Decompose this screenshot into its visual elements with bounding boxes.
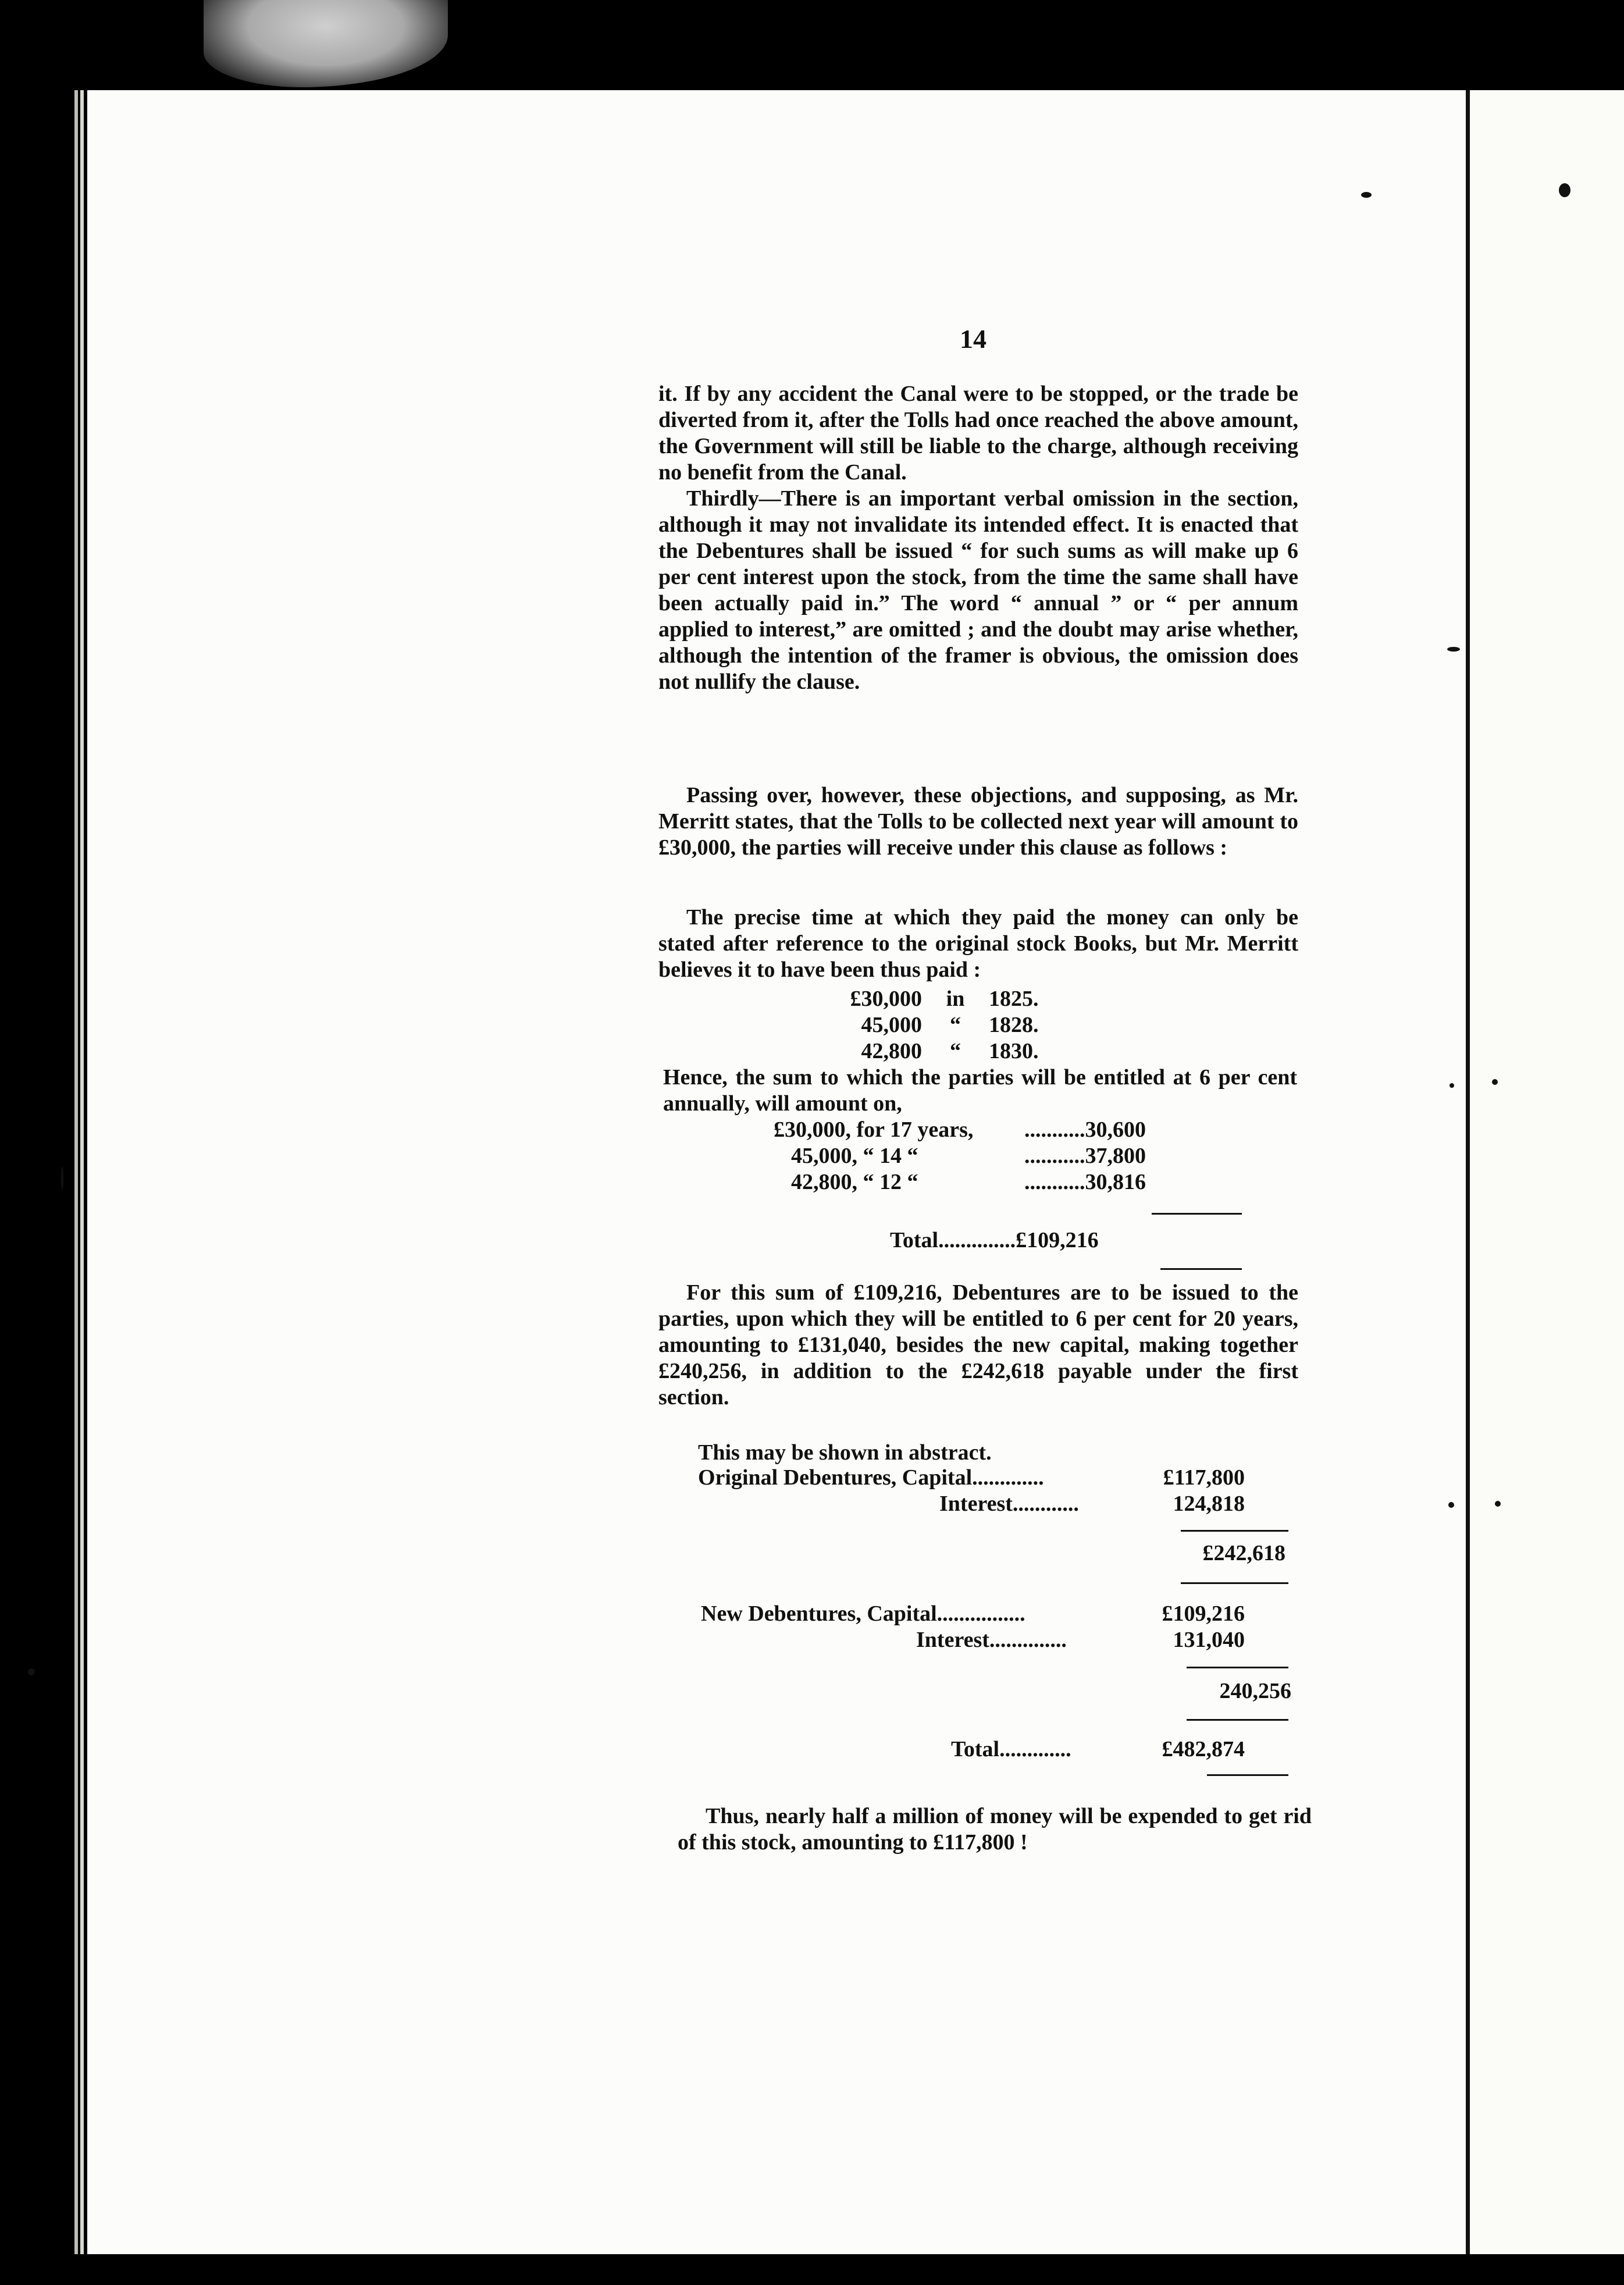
- sum-rule: [1207, 1774, 1288, 1776]
- ink-speck: [1495, 1501, 1501, 1507]
- payment-sep: in: [946, 987, 965, 1011]
- paragraph-text: For this sum of £109,216, Debentures are to be issued to the parties, upon which they will be entitled to 6 per cent for 20 years, amounting to £131,040, besides the new capital, making together £240,256, in addition to the £242,618 payable under the first section.: [658, 1280, 1298, 1410]
- paragraph-text: Thus, nearly half a million of money will be expended to get rid of this stock, amounting to £117,800 !: [678, 1804, 1312, 1855]
- sum-rule: [1187, 1719, 1288, 1721]
- original-capital-value: £117,800: [1163, 1465, 1245, 1490]
- original-capital-label: Original Debentures, Capital.............: [698, 1465, 1044, 1490]
- sum-rule: [1152, 1213, 1242, 1215]
- calc-value: ...........30,816: [1024, 1170, 1146, 1194]
- new-capital-value: £109,216: [1162, 1601, 1245, 1626]
- sum-rule: [1187, 1667, 1288, 1668]
- calc-row: [774, 1169, 1146, 1195]
- new-sum-value: 240,256: [1219, 1679, 1291, 1703]
- interest-total: [890, 1227, 1099, 1254]
- calc-label: £30,000, for 17 years,: [774, 1117, 974, 1142]
- ink-speck: [61, 1166, 63, 1190]
- page-edge: [80, 90, 84, 2254]
- paragraph-text: The precise time at which they paid the money can only be stated after reference to the original stock Books, but Mr. Merritt believes it to have been thus paid :: [658, 905, 1298, 982]
- facing-page-strip: [1470, 90, 1624, 2254]
- original-sum-value: £242,618: [1202, 1541, 1285, 1565]
- payment-year: 1825.: [989, 987, 1039, 1011]
- ink-speck: [28, 1668, 35, 1675]
- paragraph-continuation: [658, 381, 1298, 695]
- payment-amount: 42,800: [861, 1039, 922, 1063]
- payment-year: 1830.: [989, 1039, 1039, 1063]
- payment-row: [797, 1038, 1082, 1065]
- new-interest-label: Interest..............: [916, 1628, 1067, 1652]
- payment-sep: “: [950, 1039, 961, 1063]
- sum-rule: [1181, 1530, 1288, 1532]
- paragraph-for-this: [658, 1280, 1298, 1411]
- original-interest-value: 124,818: [1173, 1492, 1245, 1516]
- ink-speck: [1447, 647, 1460, 652]
- payment-schedule: [797, 986, 1082, 1065]
- page-number: 14: [960, 324, 986, 354]
- calc-row: [774, 1143, 1146, 1169]
- total-label: Total..............: [890, 1228, 1016, 1252]
- new-capital-label: New Debentures, Capital................: [701, 1601, 1025, 1626]
- original-interest-label: Interest............: [939, 1492, 1079, 1516]
- ink-speck: [1448, 1502, 1454, 1508]
- calc-value: ...........37,800: [1024, 1144, 1146, 1168]
- calc-row: [774, 1117, 1146, 1143]
- paragraph-passing: [658, 782, 1298, 861]
- torn-corner: [204, 0, 448, 87]
- ink-speck: [1361, 192, 1372, 198]
- calc-value: ...........30,600: [1024, 1117, 1146, 1142]
- grand-total-value: £482,874: [1162, 1737, 1245, 1761]
- payment-amount: 45,000: [861, 1013, 922, 1037]
- sum-rule: [1160, 1268, 1242, 1270]
- paragraph-precise: [658, 905, 1298, 983]
- interest-calculation: [774, 1117, 1146, 1195]
- ink-speck: [1559, 183, 1570, 197]
- payment-amount: £30,000: [850, 987, 922, 1011]
- paragraph-text: it. If by any accident the Canal were to be stopped, or the trade be diverted from it, after the Tolls had once reached the above amount, the Government will still be liable to the charge, although receiving no benefit from the Canal.: [658, 382, 1298, 485]
- grand-total-label: Total.............: [951, 1737, 1071, 1761]
- paragraph-thirdly: Thirdly—There is an important verbal omission in the section, although it may not invalidate its intended effect. It is enacted that the Debentures shall be issued “ for such sums as will make up 6 per cent interest upon the stock, from the time the same shall have been actually paid in.” The word “ annual ” or “ per annum applied to interest,” are omitted ; and the doubt may arise whether, although the intention of the framer is obvious, the omission does not nullify the clause.: [658, 486, 1298, 694]
- new-interest-value: 131,040: [1173, 1628, 1245, 1652]
- calc-label: 42,800, “ 12 “: [791, 1170, 918, 1194]
- paragraph-hence: Hence, the sum to which the parties will be entitled at 6 per cent annually, will amount on,: [663, 1065, 1297, 1116]
- sum-rule: [1181, 1582, 1288, 1584]
- calc-label: 45,000, “ 14 “: [791, 1144, 918, 1168]
- payment-year: 1828.: [989, 1013, 1039, 1037]
- gutter-line: [1466, 90, 1470, 2254]
- paragraph-conclusion: [678, 1803, 1312, 1856]
- page-edge: [74, 90, 78, 2254]
- payment-sep: “: [950, 1013, 961, 1037]
- payment-row: [797, 986, 1082, 1012]
- total-value: £109,216: [1016, 1228, 1099, 1252]
- abstract-intro: This may be shown in abstract.: [698, 1440, 992, 1465]
- ink-speck: [1450, 1083, 1454, 1088]
- ink-speck: [1492, 1079, 1498, 1085]
- scan-border: [0, 2254, 1624, 2285]
- payment-row: [797, 1012, 1082, 1038]
- paragraph-text: Passing over, however, these objections, and supposing, as Mr. Merritt states, that the Tolls to be collected next year will amount to £30,000, the parties will receive under this clause as follows :: [658, 783, 1298, 860]
